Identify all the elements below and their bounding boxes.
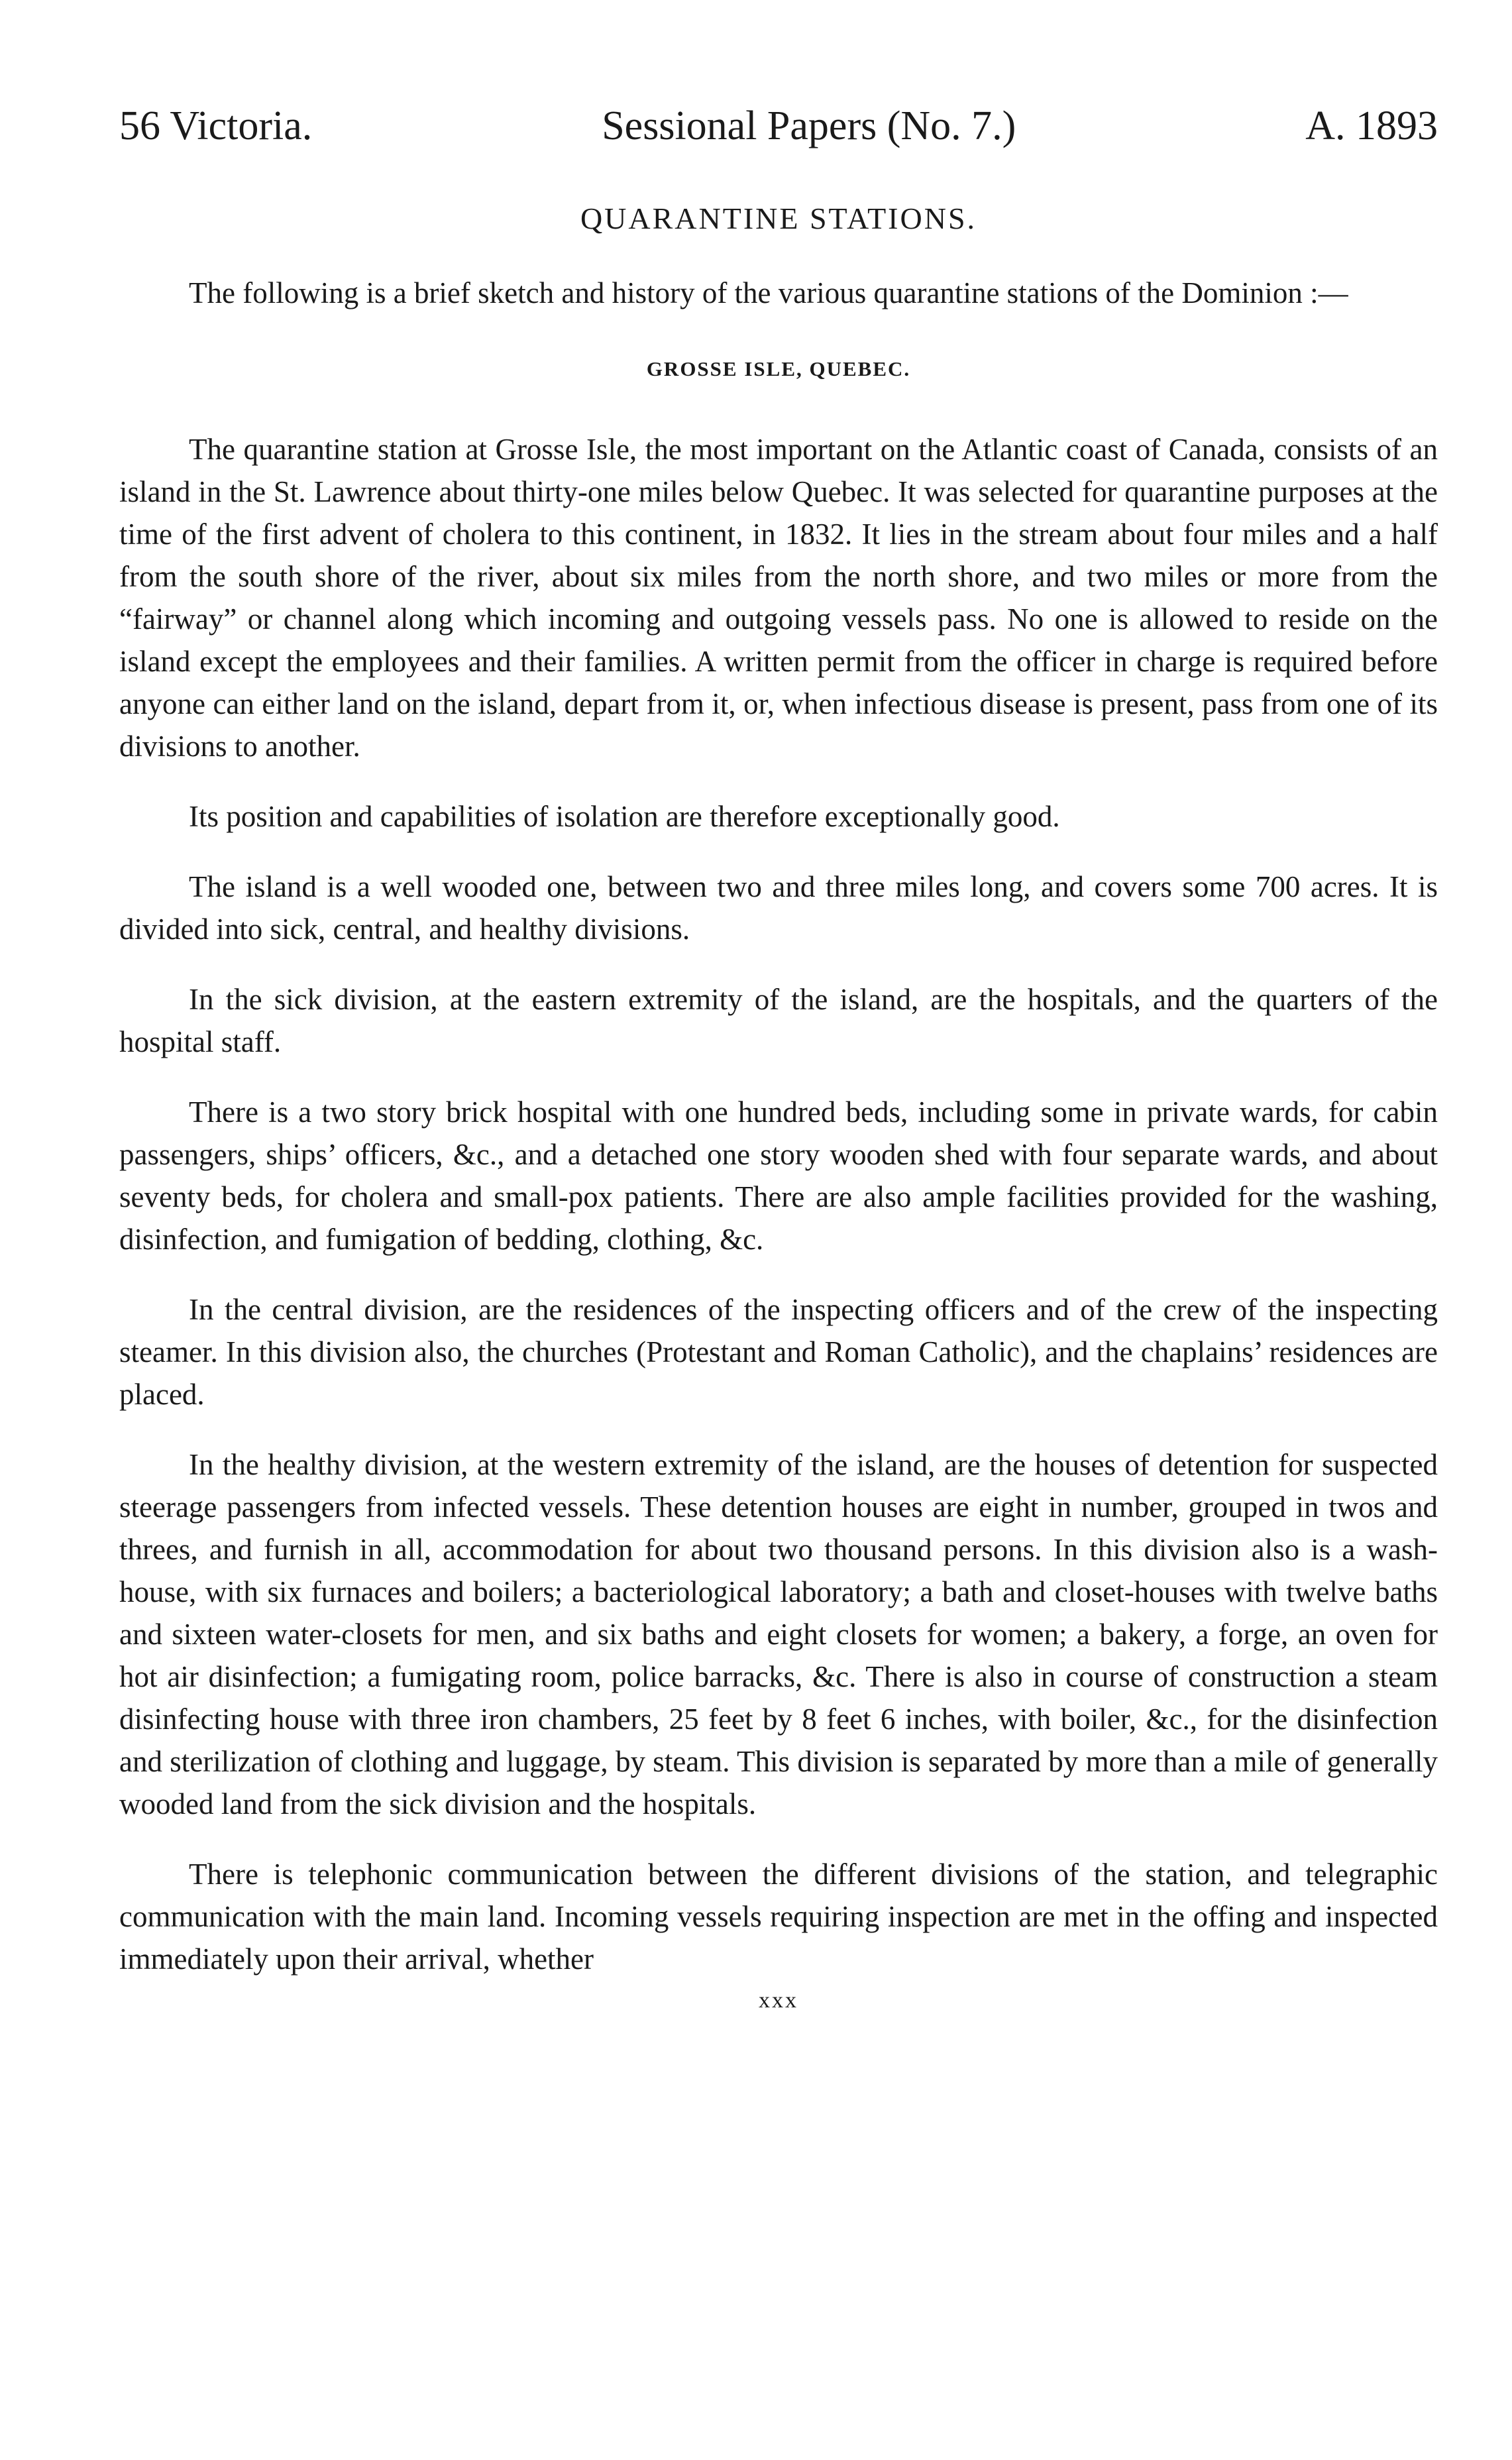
header-volume: 56 Victoria. bbox=[119, 103, 313, 148]
header-year: A. 1893 bbox=[1305, 103, 1438, 148]
paragraph-1: The quarantine station at Grosse Isle, the most important on the Atlantic coast of Canada, consists of an island in the St. Lawrence about thirty-one miles below Quebec. It was selected for quarantine purposes at the time of the first advent of cholera to this continent, in 1832. It lies in the stream about four miles and a half from the south shore of the river, about six miles from the north shore, and two miles or more from the “fairway” or channel along which incoming and outgoing vessels pass. No one is allowed to reside on the island except the employees and their families. A written permit from the officer in charge is required before anyone can either land on the island, depart from it, or, when infectious disease is present, pass from one of its divisions to another. bbox=[119, 433, 1438, 763]
page-folio: xxx bbox=[759, 1988, 798, 2013]
intro-paragraph: The following is a brief sketch and history of the various quarantine stations of the Dominion :— bbox=[189, 276, 1348, 309]
header-series: Sessional Papers (No. 7.) bbox=[602, 103, 1016, 148]
paragraph-8: There is telephonic communication between the different divisions of the station, and telegraphic communication with the main land. Incoming vessels requiring inspection are met in the offing and inspected immediately upon their arrival, whether bbox=[119, 1858, 1438, 1976]
paragraph-4: In the sick division, at the eastern extremity of the island, are the hospitals, and the quarters of the hospital staff. bbox=[119, 983, 1438, 1058]
running-header bbox=[119, 99, 1438, 152]
paragraph-5: There is a two story brick hospital with one hundred beds, including some in private wards, for cabin passengers, ships’ officers, &c., and a detached one story wooden shed with four separate wards, and about seventy beds, for cholera and small-pox patients. There are also ample facilities provided for the washing, disinfection, and fumigation of bedding, clothing, &c. bbox=[119, 1095, 1438, 1256]
paragraph-2: Its position and capabilities of isolation are therefore exceptionally good. bbox=[189, 800, 1060, 833]
paragraph-7: In the healthy division, at the western extremity of the island, are the houses of detention for suspected steerage passengers from infected vessels. These detention houses are eight in number, grouped in twos and threes, and furnish in all, accommodation for about two thousand persons. In this division also is a wash-house, with six furnaces and boilers; a bacteriological laboratory; a bath and closet-houses with twelve baths and sixteen water-closets for men, and six baths and eight closets for women; a bakery, a forge, an oven for hot air disinfection; a fumigating room, police barracks, &c. There is also in course of construction a steam disinfecting house with three iron chambers, 25 feet by 8 feet 6 inches, with boiler, &c., for the disinfection and sterilization of clothing and luggage, by steam. This division is separated by more than a mile of generally wooded land from the sick division and the hospitals. bbox=[119, 1448, 1438, 1820]
page-title: QUARANTINE STATIONS. bbox=[580, 201, 977, 235]
paragraph-3: The island is a well wooded one, between two and three miles long, and covers some 700 acres. It is divided into sick, central, and healthy divisions. bbox=[119, 870, 1438, 946]
document-page bbox=[119, 99, 1438, 2013]
paragraph-6: In the central division, are the residences of the inspecting officers and of the crew of the inspecting steamer. In this division also, the churches (Protestant and Roman Catholic), and the chaplains’ residences are placed. bbox=[119, 1293, 1438, 1411]
section-heading: GROSSE ISLE, QUEBEC. bbox=[646, 357, 911, 380]
